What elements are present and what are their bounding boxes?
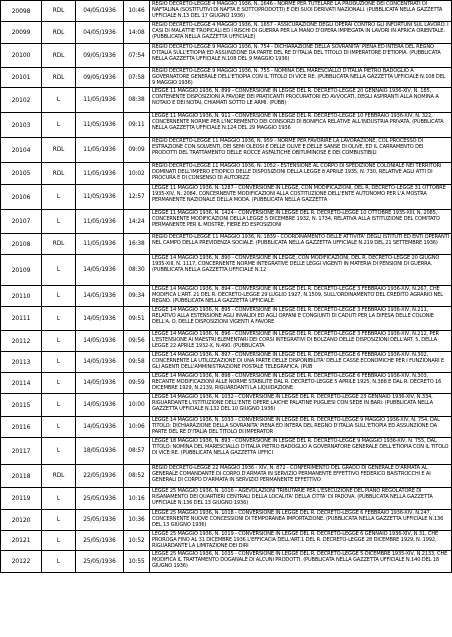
record-time: 09:56 xyxy=(124,331,150,352)
record-date: 04/05/1936 xyxy=(76,1,124,22)
record-date: 11/05/1936 xyxy=(76,88,124,113)
record-date: 14/05/1936 xyxy=(76,286,124,307)
record-time: 08:52 xyxy=(124,465,150,488)
record-text: LEGGE 18 MAGGIO 1936, N. 893 - CONVERSIONE IN LEGGE DEL R. DECRETO-LEGGE 9 MAGGIO 1936-XIV, N. 755, DAL TITOLO: NOMINA DEL MARESCIALLO D'ITALIA PIETRO BADOGLIO A GOVERNATORE GENERALE DELL'ETIOPIA CON IL TITOLO DI VICE RE. (PUBBLICATA NELLA GAZZETTA UFFICI xyxy=(152,438,449,457)
record-time: 09:09 xyxy=(124,138,150,163)
record-type: L xyxy=(42,307,76,331)
record-number: 20102 xyxy=(1,88,42,113)
record-time: 10:16 xyxy=(124,488,150,510)
record-number: 20107 xyxy=(1,210,42,234)
table-row xyxy=(1,113,452,138)
record-date: 09/05/1936 xyxy=(76,44,124,68)
table-row xyxy=(1,488,452,510)
record-number: 20106 xyxy=(1,185,42,210)
record-number: 20113 xyxy=(1,352,42,373)
record-time: 10:46 xyxy=(124,1,150,22)
record-date: 14/05/1936 xyxy=(76,394,124,417)
record-date: 25/05/1936 xyxy=(76,510,124,531)
record-number: 20120 xyxy=(1,510,42,531)
record-type: L xyxy=(42,210,76,234)
record-date: 25/05/1936 xyxy=(76,488,124,510)
record-type: L xyxy=(42,531,76,551)
record-type: RDL xyxy=(42,138,76,163)
table-row xyxy=(1,1,452,22)
record-text: LEGGE 11 MAGGIO 1936, N. 1287 - CONVERSIONE IN LEGGE, CON MODIFICAZIONI, DEL R. DECRETO-LEGGE 31 OTTOBRE 1935-XIV, N. 2084, CONCERNENTE MODIFICAZIONI ALLA COSTITUZIONE DELL'ENTE AUTONOMO PER L'A MOSTRA PERMANENTE NAZIONALE DELLA MODA. (PUBBLICATA NELLA GAZZETTA xyxy=(152,185,446,204)
record-type: RDL xyxy=(42,234,76,255)
record-date: 14/05/1936 xyxy=(76,417,124,438)
record-time: 10:52 xyxy=(124,531,150,551)
record-type: L xyxy=(42,185,76,210)
record-number: 20114 xyxy=(1,373,42,394)
record-text: REGIO DECRETO-LEGGE 11 MAGGIO 1936, N. 1052 - ESTENSIONE AL CORPO DI SPEDIZIONE COLONIALE NEI TERRITORI DOMINATI DELL'IMPERO ETIOPICO DELLE DISPOSIZIONI DELLA LEGGE 8 APRILE 1935, N. 730, RELATIVE AGLI ATTI DI PROCURA E DI CONSENSO DI AUTORIZZ xyxy=(152,163,442,182)
record-time: 07:58 xyxy=(124,68,150,88)
record-text: LEGGE 14 MAGGIO 1936, N. 895 - CONVERSIONE IN LEGGE DEL R. DECRETO-LEGGE 3 FEBBRAIO 1936-XIV, N.211, RELATIVO ALLA ESTENSIONE AGLI INVALIDI ED AGLI ORFANI E CONGIUNTI DI CADUTI PER LA DIFESA DELLE COLONIE DELL'A. O. DELLE DISPOSIZIONI VIGENTI A FAVORE xyxy=(152,307,434,326)
record-text: REGIO DECRETO-LEGGE 11 MAGGIO 1936, N. 1839 - COORDINAMENTO DELLE ATTIVITA' DEGLI ISTITUTI ED ENTI OPERANTI NEL CAMPO DELLA PREVIDENZA SOCIALE. (PUBBLICATA NELLA GAZZETTA UFFICIALE N.219 DEL 21 SETTEMBRE 1936) xyxy=(152,234,449,247)
record-date: 25/05/1936 xyxy=(76,531,124,551)
record-text: LEGGE 25 MAGGIO 1936, N. 1018 - CONVERSIONE IN LEGGE DEL R. DECRETO-LEGGE 6 FEBBRAIO 1936-XIV, N.247, CONCERNENTE NUOVE CONCESSIONI DI TEMPORANEA IMPORTAZIONE. (PUBBLICATA NELLA GAZZETTA UFFICIALE N.136 DEL 13 GIUGNO 1936) xyxy=(152,510,444,529)
record-date: 09/05/1936 xyxy=(76,68,124,88)
table-row xyxy=(1,22,452,44)
record-text: LEGGE 25 MAGGIO 1936, N. 1035 - CONVERSIONE IN LEGGE DEL R. DECRETO-LEGGE 5 DICEMBRE 1935-XIV, N.2133, CHE MODIFICA IL TRATTAMENTO DOGANALE DI ALCUNI PRODOTTI. (PUBBLICATA NELLA GAZZETTA UFFICIALE N.140 DEL 18 GIUGNO 1936) xyxy=(152,551,448,570)
record-time: 14:24 xyxy=(124,210,150,234)
record-number: 20100 xyxy=(1,44,42,68)
table-row xyxy=(1,465,452,488)
record-text: REGIO DECRETO-LEGGE 22 MAGGIO 1936 - XIV, N. 872 - CONFERIMENTO DEL GRADO DI GENERALE D'ARMATA AL GENERALE COMANDANTE DI CORPO D'ARMATA IN SERVIZIO PERMANENTE EFFETTIVO FEDERICO BAISTROCCHI E AI GENERALI DI CORPO D'ARMATA IN SERVIZIO PERMANENTE EFFETTIVO xyxy=(152,465,431,484)
record-number: 20108 xyxy=(1,234,42,255)
record-time: 08:30 xyxy=(124,255,150,286)
table-row xyxy=(1,210,452,234)
record-text: LEGGE 14 MAGGIO 1936, N. 896 - CONVERSIONE IN LEGGE DEL R. DECRETO-LEGGE 3 FEBBRAIO 1936-XIV, N.212, PER L'ESTENSIONE AI MAESTRI ELEMENTARI DEI CORSI INTEGRATIVI DI BOLZANO DELLE DISPOSIZIONI DELL'ART. 5, DELLA LEGGE 22 APRILE 1932-X, N.490. (PUBBLICATA xyxy=(152,331,439,350)
table-row xyxy=(1,234,452,255)
record-text: LEGGE 11 MAGGIO 1936, N. 911 - CONVERSIONE IN LEGGE DEL R. DECRETO-LEGGE 10 FEBBRAIO 1936-XIV, N. 322, CONCERNENTE NORME PER L'INCREMENTO DEI CONSORZI DI BONIFICA RELATIVE ALL'INDUSTRIA PRIVATA. (PUBBLICATA NELLA GAZZETTA UFFICIALE N.124 DEL 29 MAGGIO 1936 xyxy=(152,113,444,132)
record-time: 08:38 xyxy=(124,88,150,113)
table-row xyxy=(1,307,452,331)
table-row xyxy=(1,255,452,286)
table-row xyxy=(1,438,452,465)
table-row xyxy=(1,88,452,113)
record-number: 20122 xyxy=(1,551,42,573)
record-time: 07:54 xyxy=(124,44,150,68)
record-date: 25/05/1936 xyxy=(76,551,124,573)
record-date: 14/05/1936 xyxy=(76,255,124,286)
record-type: RDL xyxy=(42,1,76,22)
record-text: LEGGE 14 MAGGIO 1936, N. 1033 - CONVERSIONE IN LEGGE DEL R. DECRETO-LEGGE 9 MAGGIO 1936-XIV, N. 754, DAL TITOLO: DICHIARAZIONE DELLA SOVRANITA' PIENA ED INTERA DEL REGNO D'ITALIA SULL'ETIOPIA ED ASSUNZIONE DA PARTE DEL RE D'ITALIA DEL TITOLO DI IMPERATOR xyxy=(152,417,440,436)
record-type: L xyxy=(42,286,76,307)
record-type: L xyxy=(42,255,76,286)
record-type: L xyxy=(42,488,76,510)
record-number: 20103 xyxy=(1,113,42,138)
record-text: REGIO DECRETO-LEGGE 4 MAGGIO 1936, N. 1657 - ASSICURAZIONE DEGLI OPERAI CONTRO GLI INFORTUNI SUL LAVORO. I CASI DI MALATTIE TROPICALI ED I RISCHI DI GUERRA PER LA MANO D'OPERA IMPIEGATA IN LAVORI IN AFRICA ORIENTALE. (PUBBLICATA NELLA GAZZETTA UFFICIALE) xyxy=(152,22,449,41)
record-time: 09:34 xyxy=(124,286,150,307)
record-type: L xyxy=(42,510,76,531)
record-type: L xyxy=(42,438,76,465)
table-row xyxy=(1,373,452,394)
record-text: REGIO DECRETO-LEGGE 11 MAGGIO 1936, N. 959 - NORME PER FAVORIRE LA LAVORAZIONE, COL PROCESSO DI ESTRAZIONE CON SOLVENTI, DEI SEMI OLEOSI E DELLE OLIVE E DELLE SANSE DI OLIVE, ED IL CARRAMENTO DEI PRODOTTI DEL TRATTAMENTO DELLE ROCCE ASFALTICHE OBITUMINOSE E DEI COMBUSTIBILI xyxy=(152,138,424,157)
record-type: L xyxy=(42,88,76,113)
record-type: L xyxy=(42,352,76,373)
record-number: 20110 xyxy=(1,286,42,307)
record-type: RDL xyxy=(42,68,76,88)
record-time: 10:36 xyxy=(124,510,150,531)
record-text: REGIO DECRETO-LEGGE 9 MAGGIO 1936, N. 754 - DICHIARAZIONE DELLA SOVRANITA' PIENA ED INTERA DEL REGNO D'ITALIA SULL'ETIOPIA ED ASSUNZIONE DA PARTE DEL RE D'ITALIA DEL TITOLO DI IMPERATORE D'ETIOPIA. (PUBBLICATA NELLA GAZZETTA UFFICIALE N.108 DEL 9 MAGGIO 1936) xyxy=(152,44,441,63)
record-number: 20109 xyxy=(1,255,42,286)
record-date: 11/05/1936 xyxy=(76,210,124,234)
record-time: 16:38 xyxy=(124,234,150,255)
table-row xyxy=(1,68,452,88)
record-number: 20112 xyxy=(1,331,42,352)
record-text: LEGGE 25 MAGGIO 1936, N. 1016 - AGEVOLAZIONI TRIBUTARIE PER L'ESECUZIONE DEL PIANO REGOLATORE DI RISANAMENTO DEI QUARTIERI CENTRALI DELLA LOCALITA' DELLA CITTA' DI PADOVA. (PUBBLICATA NELLA GAZZETTA UFFICIALE N.136 DEL 13 GIUGNO 1936) xyxy=(152,488,433,507)
record-time: 10:00 xyxy=(124,394,150,417)
table-row xyxy=(1,352,452,373)
record-number: 20118 xyxy=(1,465,42,488)
record-type: L xyxy=(42,551,76,573)
record-text: LEGGE 14 MAGGIO 1936, N. 890 - CONVERSIONE IN LEGGE, CON MODIFICAZIONI, DEL R. DECRETO-LEGGE 20 GIUGNO 1935-XIII, N. 1117, CONCERNENTE NORME INTEGRATIVE DELLE LEGGI VIGENTI IN MATERIA DI PENSIONI DI GUERRA. (PUBBLICATA NELLA GAZZETTA UFFICIALE N.12 xyxy=(152,255,440,274)
record-time: 09:11 xyxy=(124,113,150,138)
record-number: 20098 xyxy=(1,1,42,22)
record-type: RDL xyxy=(42,465,76,488)
table-row xyxy=(1,417,452,438)
record-time: 09:59 xyxy=(124,373,150,394)
table-row xyxy=(1,163,452,185)
record-type: RDL xyxy=(42,44,76,68)
record-number: 20099 xyxy=(1,22,42,44)
table-row xyxy=(1,286,452,307)
record-number: 20117 xyxy=(1,438,42,465)
record-text: LEGGE 11 MAGGIO 1936, N. 1424 - CONVERSIONE IN LEGGE DEL R. DECRETO-LEGGE 10 OTTOBRE 1935-XIII, N. 2085, CONCERNENTE MODIFICAZIONI DELLA LEGGE 5 DICEMBRE 1932, N. 1734, RELATIVA ALLA ISTITUZIONE DEL COMITATO PERMANENTE PER IL MOSTRE, FIERE ED ESPOSIZIONI xyxy=(152,210,440,229)
record-number: 20116 xyxy=(1,417,42,438)
record-time: 12:57 xyxy=(124,185,150,210)
record-date: 14/05/1936 xyxy=(76,331,124,352)
record-time: 10:06 xyxy=(124,417,150,438)
table-row xyxy=(1,531,452,551)
record-text: LEGGE 14 MAGGIO 1936, N. 897 - CONVERSIONE IN LEGGE DEL R. DECRETO-LEGGE 6 FEBBRAIO 1936-XIV, N.302, CONCERNENTE LA UTILIZZAZIONE DI UNA PARTE DELLE DISPONIBILITA' DELLE CASSE ECONOMICHE PER I FUNZIONARI E GLI AGENTI DELL'AMMINISTRAZIONE POSTALE TELEGRAFICA. (PUB xyxy=(152,352,444,371)
record-date: 11/05/1936 xyxy=(76,113,124,138)
record-time: 14:08 xyxy=(124,22,150,44)
record-type: L xyxy=(42,331,76,352)
table-row xyxy=(1,551,452,573)
record-number: 20104 xyxy=(1,138,42,163)
record-date: 18/05/1936 xyxy=(76,438,124,465)
record-text: LEGGE 25 MAGGIO 1936, N. 1019 - CONVERSIONE IN LEGGE DEL R. DECRETO-LEGGE 6 GENNAIO 1936-XIV, N.31, CHE PROROGA FINO AL 31 DICEMBRE 1936 L'EFFICACIA DELL'ART.1 DEL R. DECRETO-LEGGE 28 DICEMBRE 1929, N. 1992, RIGUARDANTE LA LIMITAZIONE DEI DIRI xyxy=(152,531,439,550)
record-type: L xyxy=(42,373,76,394)
record-time: 10:02 xyxy=(124,163,150,185)
record-text: LEGGE 14 MAGGIO 1936, N. 1032 - CONVERSIONE IN LEGGE DEL R. DECRETO-LEGGE 23 GENNAIO 1936-XIV, N.334, RIGUARDANTE L'ISTITUZIONE DELL'ENTE OPERE LAICHE PALATINE PUGLIESI CON SEDE IN BARI. (PUBBLICATA NELLA GAZZETTA UFFICIALE N.132 DEL 10 GIUGNO 1936) xyxy=(152,394,434,413)
record-number: 20115 xyxy=(1,394,42,417)
record-date: 11/05/1936 xyxy=(76,185,124,210)
table-row xyxy=(1,331,452,352)
record-text: REGIO DECRETO-LEGGE 4 MAGGIO 1936, N. 1646 - NORME PER TUTELARE LA PRODUZIONE DEI CONCENTRATI DI NAFTALINA (SOSTITUTIVI DI NAFTA E SOTTOPRODOTTI) E DEI SUOI DERIVATI NAZIONALI. (PUBBLICATA NELLA GAZZETTA UFFICIALE N.13 DEL 17 GIUGNO 1936) xyxy=(152,1,443,20)
table-row xyxy=(1,44,452,68)
record-time: 08:57 xyxy=(124,438,150,465)
record-text: REGIO DECRETO-LEGGE 9 MAGGIO 1936, N. 755 - NOMINA DEL MARESCIALLO D'ITALIA PIETRO BADOGLIO A GOVERNATORE GENERALE DELL'ETIOPIA CON IL TITOLO DI VICE RE. (PUBBLICATA NELLA GAZZETTA UFFICIALE N.108 DEL 9 MAGGIO 1936) xyxy=(152,68,446,87)
record-date: 14/05/1936 xyxy=(76,373,124,394)
record-type: L xyxy=(42,113,76,138)
record-time: 09:58 xyxy=(124,352,150,373)
table-row xyxy=(1,185,452,210)
record-number: 20119 xyxy=(1,488,42,510)
record-date: 04/05/1936 xyxy=(76,22,124,44)
table-row xyxy=(1,394,452,417)
record-date: 14/05/1936 xyxy=(76,352,124,373)
record-type: L xyxy=(42,394,76,417)
record-time: 10:55 xyxy=(124,551,150,573)
record-type: L xyxy=(42,417,76,438)
record-type: RDL xyxy=(42,163,76,185)
record-text: LEGGE 14 MAGGIO 1936, N. 894 - CONVERSIONE IN LEGGE DEL R. DECRETO-LEGGE 3 FEBBRAIO 1936-XIV, N.267, CHE MODIFICA L'ART. 21 DEL R. DECRETO-LEGGE 29 LUGLIO 1927, N.1509, SULL'ORDINAMENTO DEL CREDITO AGRARIO NEL REGNO. (PUBBLICATA NELLA GAZZETTA UFFICIALE xyxy=(152,286,443,305)
record-text: LEGGE 11 MAGGIO 1936, N. 899 - CONVERSIONE IN LEGGE DEL R. DECRETO-LEGGE 20 GENNAIO 1936-XIV, N. 185, CONTENENTE DISPOSIZIONI A FAVORE DEI PRATICANTI PROCURATORI ED AVVOCATI, DEGLI ASPIRANTI ALLA NOMINA A NOTAIO E DEI NOTAI, CHIAMATI SOTTO LE ARMI. (PUBB) xyxy=(152,88,439,107)
record-date: 14/05/1936 xyxy=(76,307,124,331)
record-type: RDL xyxy=(42,22,76,44)
record-date: 22/05/1936 xyxy=(76,465,124,488)
record-text: LEGGE 14 MAGGIO 1936, N. 898 - CONVERSIONE IN LEGGE DEL R. DECRETO-LEGGE 6 FEBBRAIO 1936-XIV, N.303, RECANTE MODIFICAZIONI ALLE NORME STABILITE DAL R. DECRETO-LEGGE 5 APRILE 1925, N.388 E DAL R. DECRETO 16 DICEMBRE 1929, N.2139, RIGUARDANTI LA LIQUIDAZIONE xyxy=(152,373,442,392)
record-number: 20111 xyxy=(1,307,42,331)
record-date: 11/05/1936 xyxy=(76,138,124,163)
record-number: 20105 xyxy=(1,163,42,185)
record-number: 20101 xyxy=(1,68,42,88)
record-date: 11/05/1936 xyxy=(76,163,124,185)
record-date: 11/05/1936 xyxy=(76,234,124,255)
record-time: 09:51 xyxy=(124,307,150,331)
table-row xyxy=(1,138,452,163)
table-row xyxy=(1,510,452,531)
record-number: 20121 xyxy=(1,531,42,551)
